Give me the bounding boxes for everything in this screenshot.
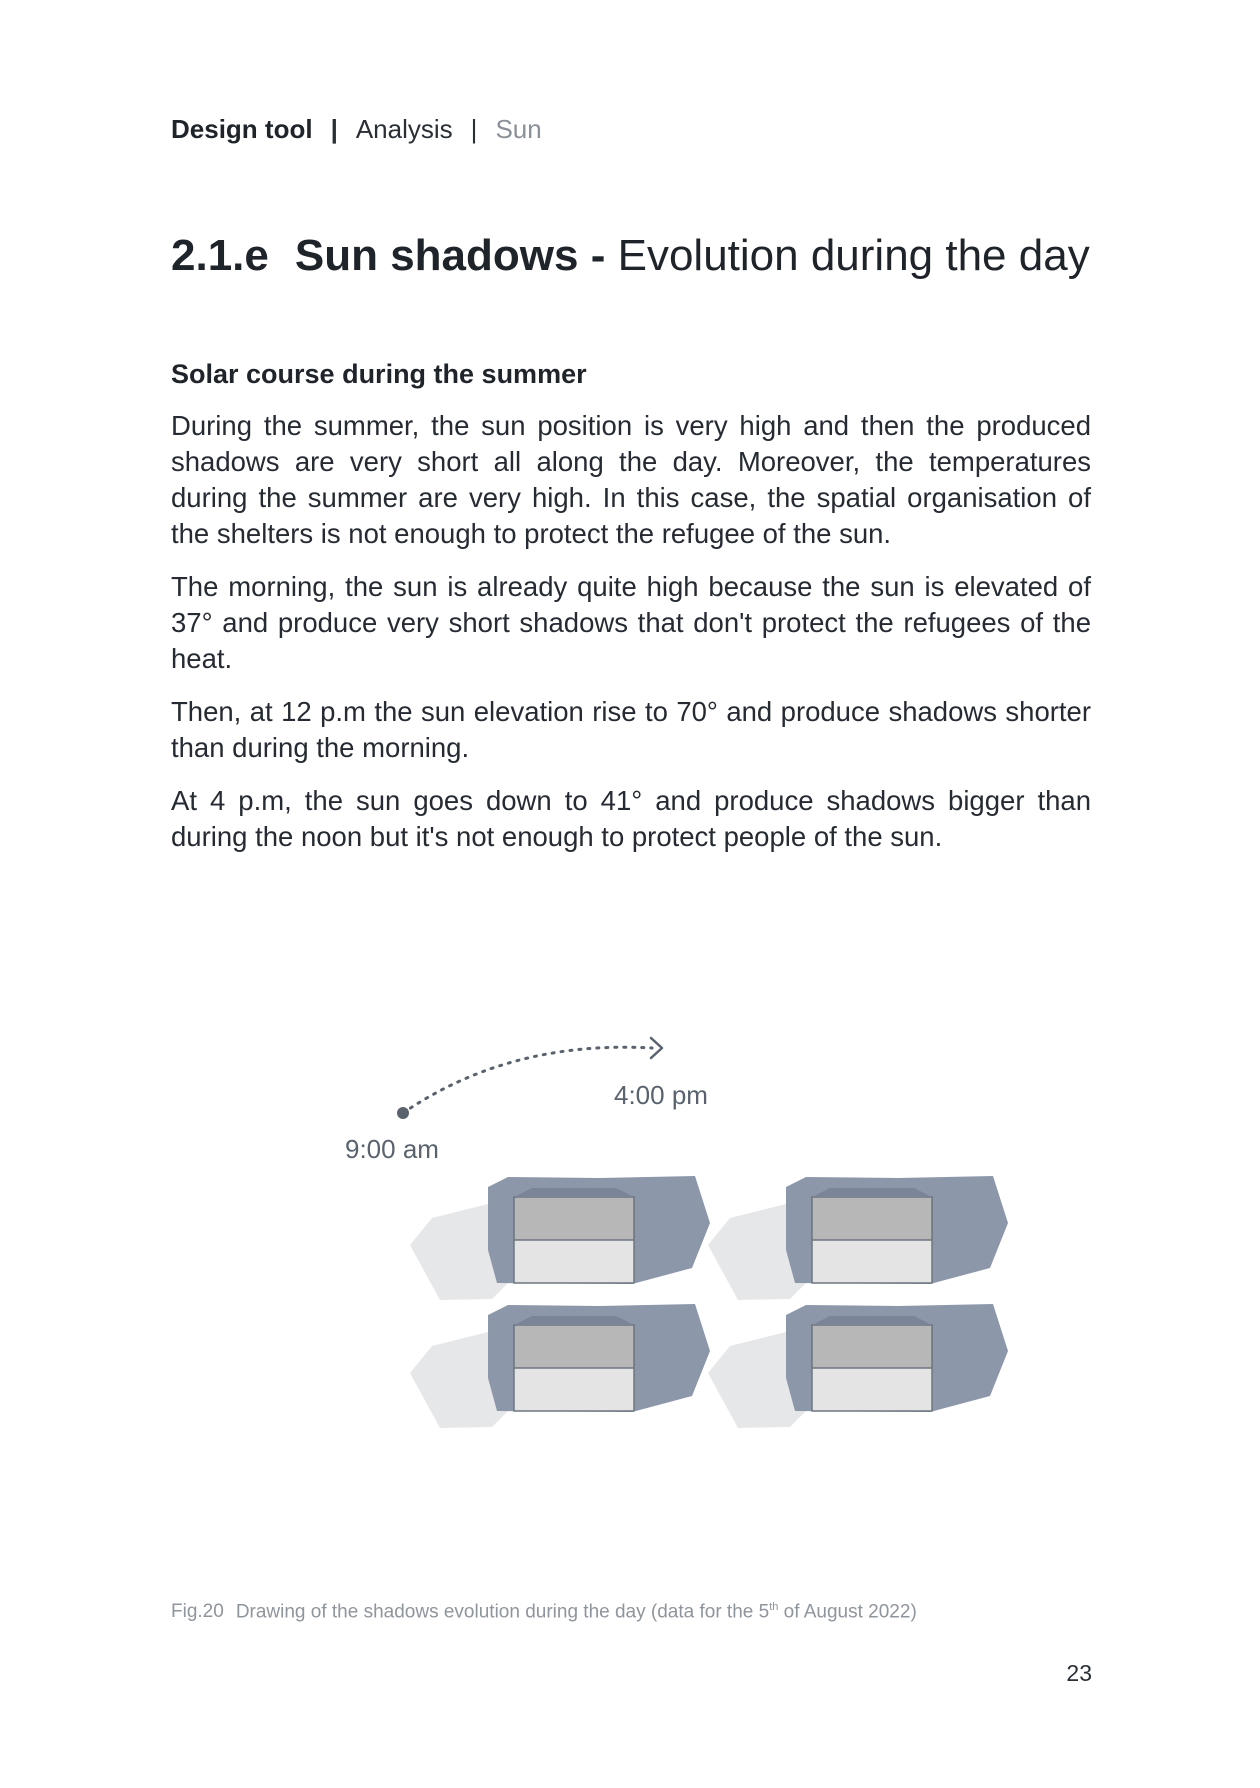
shelter-roof-top	[812, 1197, 932, 1240]
breadcrumb-separator: |	[470, 114, 478, 144]
title-bold: Sun shadows -	[294, 231, 606, 280]
title-rest: Evolution during the day	[617, 231, 1090, 280]
shelter-edge	[514, 1316, 634, 1325]
shelter-edge	[812, 1316, 932, 1325]
shelter-roof-top	[514, 1325, 634, 1368]
shelter-group	[410, 1176, 710, 1300]
section-number: 2.1.e	[171, 231, 269, 280]
shelter-group	[708, 1176, 1008, 1300]
paragraph: Then, at 12 p.m the sun elevation rise to 70° and produce shadows shorter than during the morning.	[171, 696, 1091, 763]
caption-text-end: of August 2022)	[778, 1601, 917, 1623]
shelter-edge	[514, 1188, 634, 1197]
shelter-group	[708, 1304, 1008, 1428]
breadcrumb-separator: |	[330, 114, 338, 144]
sun-start-dot	[397, 1107, 409, 1119]
figure-label: Fig.20	[171, 1601, 224, 1623]
page-number: 23	[1066, 1660, 1092, 1686]
breadcrumb-design-tool: Design tool	[171, 114, 313, 144]
paragraph: At 4 p.m, the sun goes down to 41° and produce shadows bigger than during the noon but it's not enough to protect people of the sun.	[171, 785, 1091, 852]
figure-caption	[171, 1594, 917, 1625]
shelter-roof-top	[514, 1197, 634, 1240]
start-time-label: 9:00 am	[345, 1134, 439, 1164]
caption-superscript: th	[769, 1601, 779, 1613]
section-subtitle: Solar course during the summer	[171, 359, 587, 389]
breadcrumb-sun: Sun	[495, 114, 542, 144]
breadcrumb-analysis: Analysis	[355, 114, 453, 144]
shelter-edge	[812, 1188, 932, 1197]
caption-text: Drawing of the shadows evolution during the day (data for the 5	[235, 1601, 770, 1623]
end-time-label: 4:00 pm	[614, 1080, 708, 1110]
shelter-roof-top	[812, 1325, 932, 1368]
paragraph: The morning, the sun is already quite high because the sun is elevated of 37° and produce very short shadows that don't protect the refugees of the heat.	[171, 571, 1091, 674]
paragraph: During the summer, the sun position is very high and then the produced shadows are very short all along the day. Moreover, the temperatures during the summer are very high. In this case, the spatial organisation of the shelters is not enough to protect the refugee of the sun.	[171, 410, 1091, 549]
shelter-group	[410, 1304, 710, 1428]
